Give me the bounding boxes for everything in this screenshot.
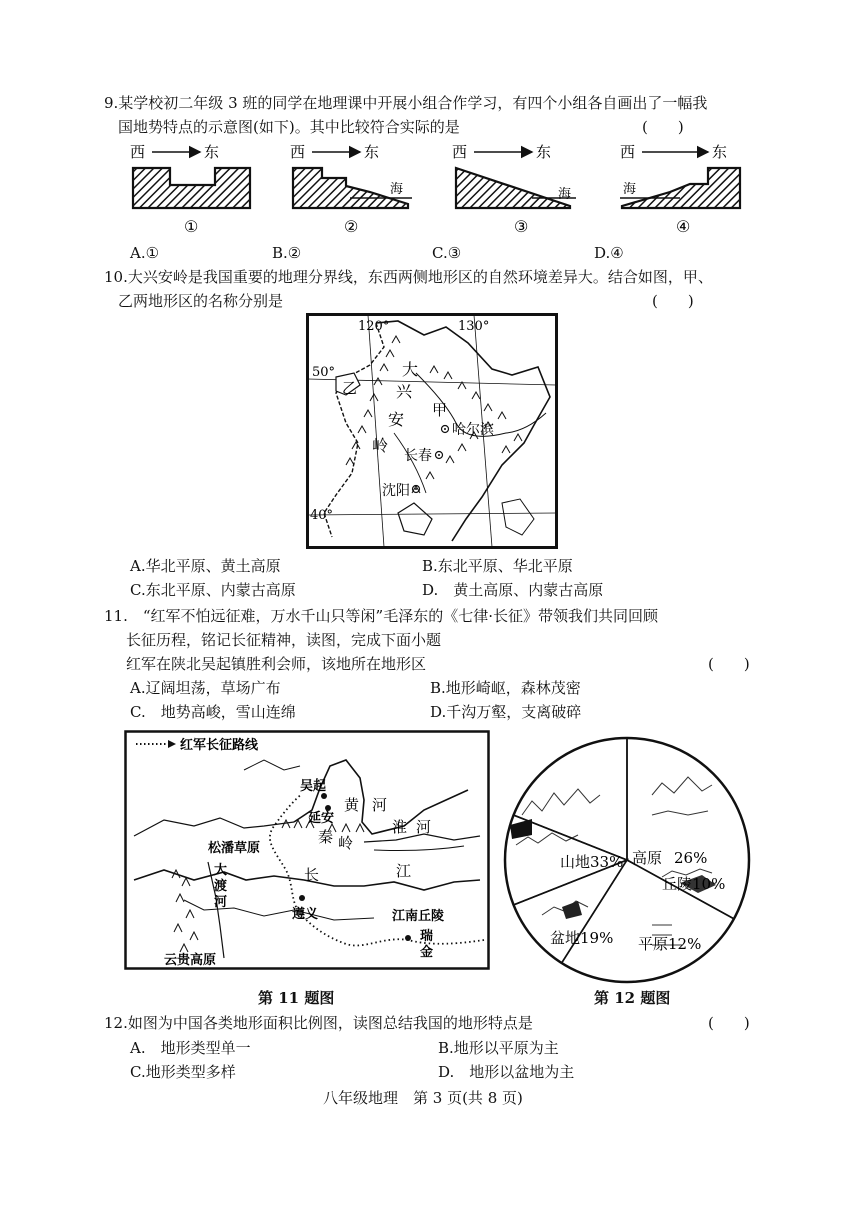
q12-option-d[interactable]: D. 地形以盆地为主	[438, 1063, 575, 1081]
east-label: 东	[364, 143, 380, 161]
q11-option-a[interactable]: A.辽阔坦荡，草场广布	[130, 679, 281, 697]
page-footer: 八年级地理 第 3 页(共 8 页)	[323, 1089, 523, 1107]
city-shenyang: 沈阳	[382, 483, 410, 499]
east-label: 东	[536, 143, 552, 161]
huanghe-char-1: 黄	[344, 796, 360, 814]
sea-label: 海	[558, 187, 572, 202]
q11-long-march-map	[124, 730, 490, 970]
ruijin-char-1: 瑞	[420, 929, 434, 944]
huaihe-char-2: 河	[416, 818, 432, 836]
q12-answer-blank: ( )	[708, 1014, 750, 1032]
diagram-number: ④	[676, 217, 691, 236]
label-gaoyuan-pct: 26%	[674, 849, 708, 867]
sea-label: 海	[390, 182, 404, 197]
range-char-3: 安	[388, 410, 405, 429]
range-char-4: 岭	[372, 436, 389, 455]
q12-stem: 12.如图为中国各类地形面积比例图，读图总结我国的地形特点是	[104, 1014, 533, 1032]
q10-stem-line2: 乙两地形区的名称分别是	[118, 292, 284, 310]
west-label: 西	[290, 143, 306, 161]
legend-route-label: 红军长征路线	[180, 738, 259, 753]
q10-answer-blank: ( )	[652, 292, 694, 310]
label-shandi: 山地33%	[560, 853, 624, 871]
q10-option-a[interactable]: A.华北平原、黄土高原	[130, 557, 281, 575]
lon-120-label: 120°	[358, 319, 390, 334]
label-gaoyuan: 高原	[632, 849, 663, 867]
q9-diagram-2	[290, 140, 420, 236]
label-qiuling: 丘陵10%	[662, 875, 726, 893]
ruijin-char-2: 金	[420, 945, 434, 960]
q11-stem-line3: 红军在陕北吴起镇胜利会师，该地所在地形区	[126, 655, 427, 673]
changjiang-char-1: 长	[304, 866, 320, 884]
dadu-char-3: 河	[214, 895, 228, 910]
q10-option-c[interactable]: C.东北平原、内蒙古高原	[130, 581, 296, 599]
huaihe-char-1: 淮	[392, 818, 408, 836]
q11-answer-blank: ( )	[708, 655, 750, 673]
qinling-char-2: 岭	[338, 834, 354, 852]
q9-option-d[interactable]: D.④	[594, 244, 624, 262]
songpan-label: 松潘草原	[208, 841, 261, 856]
q12-option-b[interactable]: B.地形以平原为主	[438, 1039, 559, 1057]
east-label: 东	[204, 143, 220, 161]
label-pingyuan: 平原12%	[638, 935, 702, 953]
range-char-1: 大	[402, 360, 419, 379]
west-label: 西	[452, 143, 468, 161]
q12-option-c[interactable]: C.地形类型多样	[130, 1063, 236, 1081]
q9-stem-line2: 国地势特点的示意图(如下)。其中比较符合实际的是	[118, 118, 460, 136]
diagram-number: ②	[344, 217, 359, 236]
city-harbin: 哈尔滨	[452, 422, 494, 438]
q9-option-b[interactable]: B.②	[272, 244, 302, 262]
east-label: 东	[712, 143, 728, 161]
q11-stem-line2: 长征历程，铭记长征精神，读图，完成下面小题	[126, 631, 442, 649]
q11-stem-line1: 11. “红军不怕远征难，万水千山只等闲”毛泽东的《七律·长征》带领我们共同回顾	[104, 607, 658, 625]
dadu-char-2: 渡	[214, 879, 228, 894]
q9-option-a[interactable]: A.①	[130, 244, 160, 262]
yungui-label: 云贵高原	[164, 953, 217, 968]
q9-option-c[interactable]: C.③	[432, 244, 462, 262]
west-label: 西	[130, 143, 146, 161]
q9-diagram-1	[130, 140, 260, 236]
q10-northeast-map	[306, 313, 558, 549]
q12-terrain-pie	[502, 735, 752, 985]
q9-diagram-3	[452, 140, 582, 236]
changjiang-char-2: 江	[396, 862, 412, 880]
q9-diagram-4	[620, 140, 750, 236]
yanan-label: 延安	[308, 811, 335, 826]
jiangnan-label: 江南丘陵	[392, 909, 445, 924]
label-pendi: 盆地19%	[550, 929, 614, 947]
q9-answer-blank: ( )	[642, 118, 684, 136]
q11-option-d[interactable]: D.千沟万壑，支离破碎	[430, 703, 582, 721]
q12-option-a[interactable]: A. 地形类型单一	[130, 1039, 251, 1057]
range-char-2: 兴	[396, 382, 413, 401]
q10-stem-line1: 10.大兴安岭是我国重要的地理分界线，东西两侧地形区的自然环境差异大。结合如图，甲、	[104, 268, 713, 286]
zunyi-label: 遵义	[292, 907, 319, 922]
diagram-number: ③	[514, 217, 529, 236]
sea-label: 海	[623, 182, 637, 197]
city-changchun: 长春	[404, 448, 432, 464]
q11-option-b[interactable]: B.地形崎岖，森林茂密	[430, 679, 581, 697]
qinling-char-1: 秦	[318, 828, 334, 846]
lat-40-label: 40°	[310, 508, 334, 523]
dadu-char-1: 大	[214, 863, 228, 878]
huanghe-char-2: 河	[372, 796, 388, 814]
wuqi-label: 吴起	[300, 779, 327, 794]
q10-option-b[interactable]: B.东北平原、华北平原	[422, 557, 573, 575]
yi-label: 乙	[342, 379, 358, 397]
q11-option-c[interactable]: C. 地势高峻，雪山连绵	[130, 703, 296, 721]
q9-stem-line1: 9.某学校初二年级 3 班的同学在地理课中开展小组合作学习，有四个小组各自画出了一幅我	[104, 94, 708, 112]
lat-50-label: 50°	[312, 365, 336, 380]
jia-label: 甲	[432, 401, 448, 419]
lon-130-label: 130°	[458, 319, 490, 334]
west-label: 西	[620, 143, 636, 161]
q10-option-d[interactable]: D. 黄土高原、内蒙古高原	[422, 581, 604, 599]
diagram-number: ①	[184, 217, 199, 236]
q11-figure-caption: 第 11 题图	[258, 989, 335, 1007]
q12-figure-caption: 第 12 题图	[594, 989, 671, 1007]
